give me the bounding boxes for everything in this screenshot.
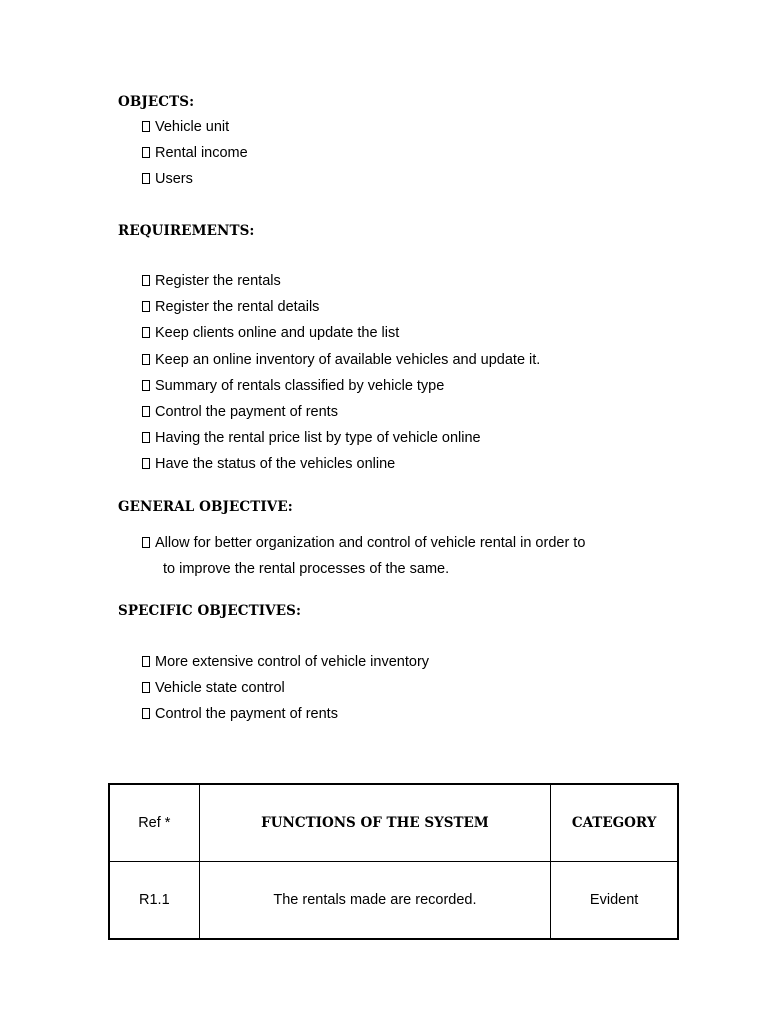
checkbox-bullet-icon (142, 656, 150, 667)
general-objective-heading: GENERAL OBJECTIVE: (118, 499, 293, 515)
list-item-text: Having the rental price list by type of vehicle online (155, 430, 481, 447)
checkbox-bullet-icon (142, 121, 150, 132)
list-item-text: Keep clients online and update the list (155, 325, 400, 342)
list-item (142, 166, 248, 192)
checkbox-bullet-icon (142, 537, 150, 548)
specific-objectives-list (142, 649, 429, 728)
checkbox-bullet-icon (142, 682, 150, 693)
checkbox-bullet-icon (142, 708, 150, 719)
list-item-text: Control the payment of rents (155, 403, 338, 420)
checkbox-bullet-icon (142, 147, 150, 158)
objects-list (142, 114, 248, 193)
list-item (142, 268, 540, 294)
list-item-text: Keep an online inventory of available vehicles and update it. (155, 351, 541, 368)
list-item-text: Have the status of the vehicles online (155, 456, 396, 473)
list-item (142, 320, 540, 346)
list-item-text: Control the payment of rents (155, 706, 338, 723)
list-item-text: Register the rental details (155, 299, 320, 316)
functions-table (108, 783, 679, 940)
list-item-text: Register the rentals (155, 273, 281, 289)
header-category: CATEGORY (551, 784, 678, 862)
list-item-text: Vehicle state control (155, 680, 285, 697)
list-item-text: Summary of rentals classified by vehicle type (155, 377, 445, 394)
list-item (142, 530, 585, 556)
table-row (109, 862, 678, 940)
header-ref: Ref * (109, 784, 199, 862)
list-item (142, 140, 248, 166)
checkbox-bullet-icon (142, 432, 150, 443)
list-item (142, 399, 540, 425)
list-item-text: More extensive control of vehicle inventory (155, 654, 430, 670)
checkbox-bullet-icon (142, 301, 150, 312)
list-item-text: Rental income (155, 145, 248, 162)
list-item (142, 114, 248, 140)
list-item-text: Allow for better organization and control of vehicle rental in order to (155, 535, 586, 551)
list-item-continuation (142, 556, 585, 582)
list-item-text: to improve the rental processes of the same. (163, 561, 450, 578)
requirements-heading: REQUIREMENTS: (118, 223, 255, 239)
checkbox-bullet-icon (142, 458, 150, 469)
checkbox-bullet-icon (142, 380, 150, 391)
checkbox-bullet-icon (142, 406, 150, 417)
cell-function: The rentals made are recorded. (199, 862, 551, 940)
header-functions: FUNCTIONS OF THE SYSTEM (199, 784, 551, 862)
list-item (142, 347, 540, 373)
objects-heading: OBJECTS: (118, 94, 195, 110)
list-item (142, 451, 540, 477)
list-item-text: Vehicle unit (155, 119, 230, 135)
checkbox-bullet-icon (142, 327, 150, 338)
list-item (142, 701, 429, 727)
list-item (142, 649, 429, 675)
table-header-row (109, 784, 678, 862)
checkbox-bullet-icon (142, 173, 150, 184)
general-objective-list (142, 530, 585, 582)
list-item (142, 373, 540, 399)
list-item (142, 675, 429, 701)
specific-objectives-heading: SPECIFIC OBJECTIVES: (118, 603, 302, 619)
requirements-list (142, 268, 540, 478)
checkbox-bullet-icon (142, 354, 150, 365)
cell-ref: R1.1 (109, 862, 199, 940)
list-item-text: Users (155, 171, 193, 188)
list-item (142, 294, 540, 320)
checkbox-bullet-icon (142, 275, 150, 286)
cell-category: Evident (551, 862, 678, 940)
list-item (142, 425, 540, 451)
